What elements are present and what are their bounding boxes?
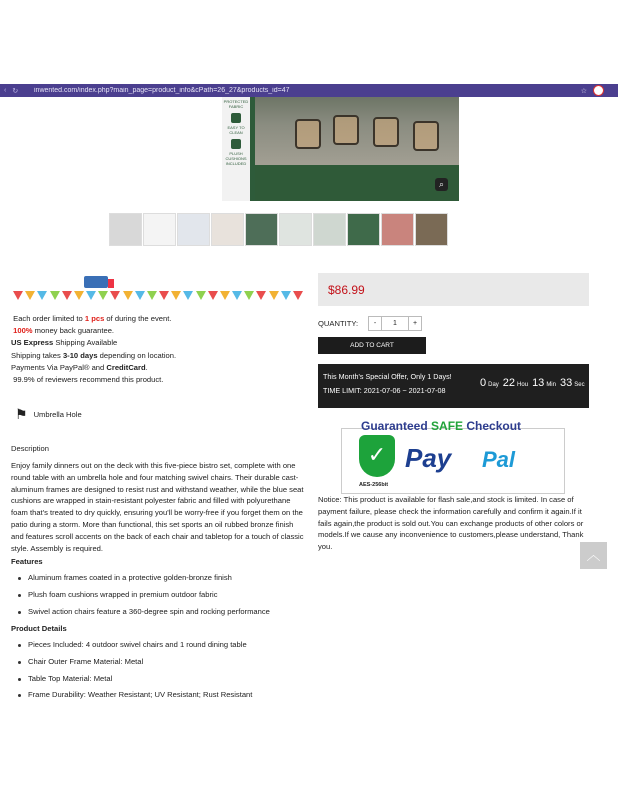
feature-badge-strip [222,97,254,201]
browser-nav [0,87,34,95]
list-item: Frame Durability: Weather Resistant; UV Resistant; Rust Resistant [16,690,252,707]
quantity-plus-button[interactable]: + [412,320,418,327]
patio-set-photo [255,97,459,165]
offer-time-limit: TIME LIMIT: 2021-07-06 ~ 2021-07-08 [323,386,446,395]
product-price: $86.99 [328,283,365,297]
quantity-input[interactable]: 1 [382,317,409,330]
browser-address-bar[interactable] [0,84,618,97]
features-list [16,573,270,623]
thumbnail[interactable] [245,213,278,246]
list-item: Chair Outer Frame Material: Metal [16,657,252,674]
product-main-image[interactable] [222,97,459,201]
zoom-icon[interactable]: ⌕ [435,178,448,191]
shipping-info [11,313,301,386]
payments-line: Payments Via PayPal® and CreditCard. [11,362,148,372]
list-item: Aluminum frames coated in a protective golden-bronze finish [16,573,270,590]
safe-checkout-badge [341,419,565,494]
bookmark-star-icon[interactable]: ☆ [580,87,587,95]
badge-protected-fabric: PROTECTED FABRIC [223,99,249,109]
cushion-icon [231,139,241,149]
add-to-cart-button[interactable]: ADD TO CART [318,337,426,354]
thumbnail[interactable] [415,213,448,246]
reload-icon[interactable]: ↻ [12,87,19,95]
us-express-line: US Express Shipping Available [11,338,118,348]
offer-title: This Month's Special Offer, Only 1 Days! [323,372,452,381]
quantity-stepper [368,316,422,331]
description-body: Enjoy family dinners out on the deck with this five-piece bistro set, complete with one round table with an umbrella hole and four matching swivel chairs. Their durable cast-aluminum frames are designed to resist rust and withstand weather, while the blue seat cushions are wrapped in stain-resistant polyester fabric and filled with polyurethane foam that's treated to dry quickly, ensuring you'll be worry-free if you forget them on the patio during a storm. More than functional, this set sports an oil rubbed bronze finish and features scroll accents on the back of each chair and tabletop for a touch of classic style. Assembly is required. [11,461,304,553]
list-item: Table Top Material: Metal [16,674,252,691]
thumbnail[interactable] [381,213,414,246]
product-details-list [16,640,252,707]
delivery-truck-icon [84,276,108,288]
order-limit-line: Each order limited to 1 pcs of during the event. [13,314,172,323]
umbrella-hole-label: Umbrella Hole [33,410,82,419]
umbrella-hole-feature [15,406,82,423]
aes-label: AES-256bit [359,482,389,488]
back-to-top-button[interactable] [580,542,607,569]
thumbnail[interactable] [177,213,210,246]
thumbnail[interactable] [347,213,380,246]
shield-check-icon: ✓ [359,435,395,477]
thumbnail[interactable] [143,213,176,246]
features-heading: Features [11,557,43,566]
thumbnail-gallery [109,213,448,246]
url-text[interactable]: inwented.com/index.php?main_page=product_info&cPath=26_27&products_id=47 [34,87,290,94]
flash-sale-notice: Notice: This product is available for flash sale,and stock is limited. In case of payment failure, please check the information carefully and confirm it again.If it fails again,the product is sold out.You can exchange products of other colors or models.If we cause any inconvenience to customers,please understand, Thank you. [318,495,584,552]
guarantee-line: 100% money back guarantee. [13,326,115,336]
quantity-minus-button[interactable]: - [369,317,382,330]
list-item: Pieces Included: 4 outdoor swivel chairs and 1 round dining table [16,640,252,657]
shipping-time-line: Shipping takes 3-10 days depending on location. [11,350,177,360]
paypal-logo-pal: Pal [482,447,516,472]
paypal-logo-pay: Pay [405,443,452,473]
price-box [318,273,589,306]
thumbnail[interactable] [211,213,244,246]
description-heading: Description [11,444,49,453]
profile-avatar[interactable] [593,85,604,96]
spray-bottle-icon [231,113,241,123]
chevron-up-icon: ︿ [586,547,601,563]
chair-umbrella-icon: ⚑ [15,406,28,422]
badge-plush-cushions: PLUSH CUSHIONS INCLUDED [225,151,247,166]
back-icon[interactable]: ‹ [4,86,7,94]
list-item: Swivel action chairs feature a 360-degree spin and rocking performance [16,607,270,624]
quantity-label: QUANTITY: [318,319,359,328]
reviewers-line: 99.9% of reviewers recommend this product. [13,375,164,385]
countdown-timer: 0 Day 22 Hou 13 Min 33 Sec [480,377,585,389]
thumbnail[interactable] [279,213,312,246]
product-details-heading: Product Details [11,624,67,633]
thumbnail[interactable] [313,213,346,246]
checkout-title: Guaranteed SAFE Checkout [361,419,522,433]
special-offer-banner [318,364,589,408]
list-item: Plush foam cushions wrapped in premium outdoor fabric [16,590,270,607]
badge-easy-to-clean: EASY TO CLEAN [227,125,245,135]
thumbnail[interactable] [109,213,142,246]
image-footer-band [255,165,459,201]
bunting-decoration [13,291,303,303]
